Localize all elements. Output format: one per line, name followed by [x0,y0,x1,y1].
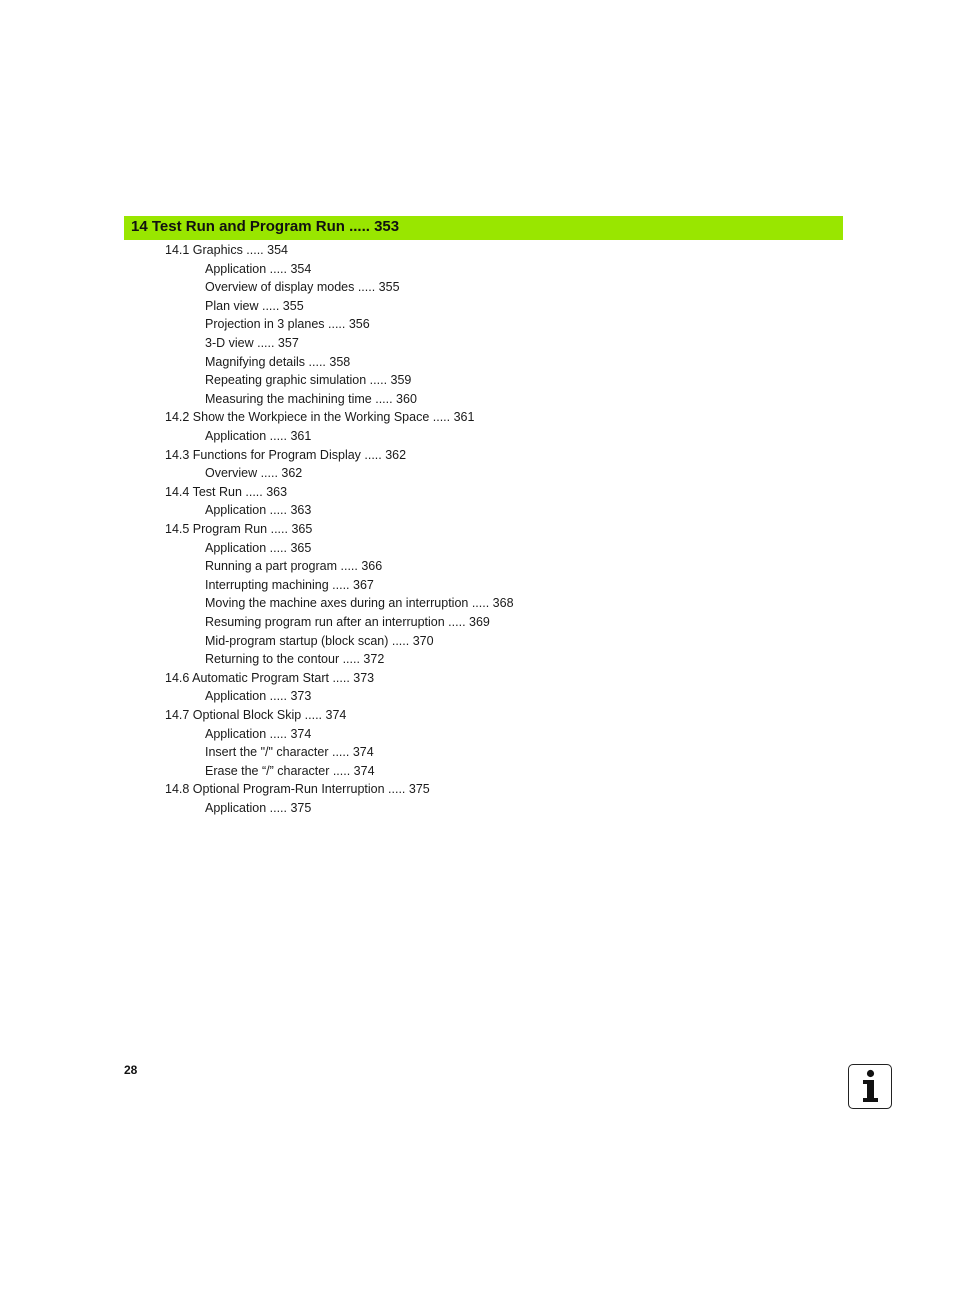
toc-subsection-entry[interactable]: Running a part program ..... 366 [205,559,383,574]
toc-section-entry[interactable]: 14.4 Test Run ..... 363 [165,484,288,499]
toc-section-entry[interactable]: 14.1 Graphics ..... 354 [165,243,288,257]
toc-subsection-entry[interactable]: Application ..... 375 [205,801,312,815]
toc-subsection-entry[interactable]: Moving the machine axes during an interruption ..... 368 [205,596,514,611]
toc-subsection-entry[interactable]: Application ..... 361 [205,429,312,443]
toc-subsection-entry[interactable]: Returning to the contour ..... 372 [205,652,385,667]
toc-section-entry[interactable]: 14.2 Show the Workpiece in the Working Space ..... 361 [165,410,475,425]
toc-subsection-entry[interactable]: Plan view ..... 355 [205,298,304,313]
toc-section-entry[interactable]: 14.5 Program Run ..... 365 [165,522,313,536]
toc-subsection-entry[interactable]: Magnifying details ..... 358 [205,354,351,369]
toc-subsection-entry[interactable]: Repeating graphic simulation ..... 359 [205,373,412,388]
toc-subsection-entry[interactable]: Projection in 3 planes ..... 356 [205,317,370,332]
chapter-header-bar [124,216,843,240]
toc-subsection-entry[interactable]: Application ..... 373 [205,689,312,704]
toc-section-entry[interactable]: 14.8 Optional Program-Run Interruption ..... 375 [165,782,430,797]
toc-subsection-entry[interactable]: Erase the “/” character ..... 374 [205,763,375,778]
chapter-title: 14 Test Run and Program Run ..... 353 [131,218,400,235]
toc-subsection-entry[interactable]: Application ..... 374 [205,726,312,741]
toc-subsection-entry[interactable]: Resuming program run after an interruption ..... 369 [205,615,490,629]
toc-section-entry[interactable]: 14.7 Optional Block Skip ..... 374 [165,708,347,722]
toc-subsection-entry[interactable]: Application ..... 363 [205,503,312,518]
toc-subsection-entry[interactable]: Application ..... 365 [205,540,312,555]
toc-subsection-entry[interactable]: Mid-program startup (block scan) ..... 370 [205,633,434,648]
page-number: 28 [124,1063,138,1077]
toc-section-entry[interactable]: 14.6 Automatic Program Start ..... 373 [165,670,375,685]
toc-subsection-entry[interactable]: Overview of display modes ..... 355 [205,280,400,295]
toc-subsection-entry[interactable]: Measuring the machining time ..... 360 [205,391,417,406]
toc-subsection-entry[interactable]: Interrupting machining ..... 367 [205,577,374,592]
toc-subsection-entry[interactable]: Application ..... 354 [205,261,312,276]
info-icon [848,1064,892,1109]
toc-section-entry[interactable]: 14.3 Functions for Program Display ..... 362 [165,447,407,462]
toc-subsection-entry[interactable]: Overview ..... 362 [205,466,303,481]
toc-subsection-entry[interactable]: 3-D view ..... 357 [205,336,299,350]
toc-subsection-entry[interactable]: Insert the "/" character ..... 374 [205,745,374,760]
